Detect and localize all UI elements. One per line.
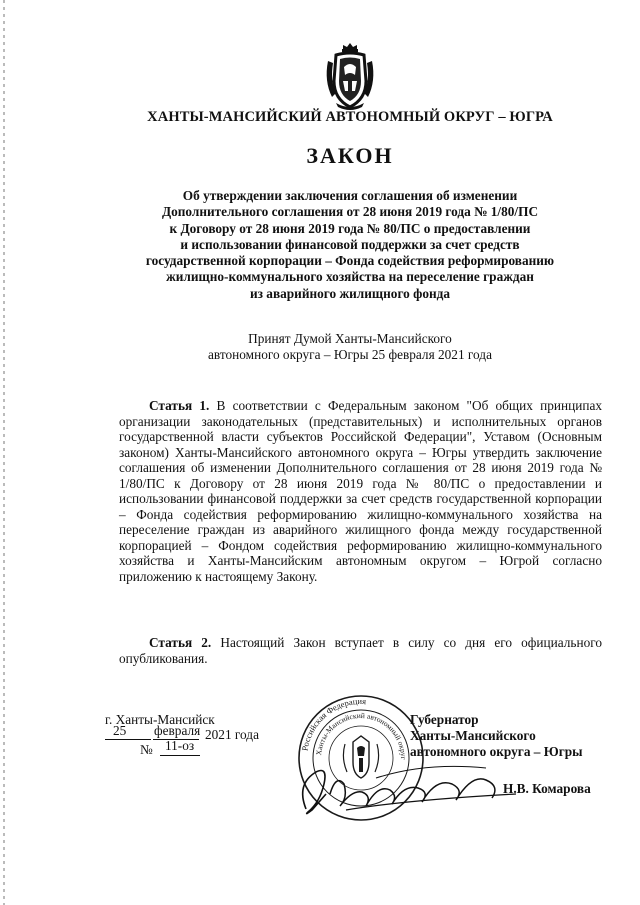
governor-line: Губернатор (410, 712, 479, 727)
adoption-note (0, 331, 640, 364)
article-2 (119, 635, 602, 666)
subject-line: государственной корпорации – Фонда содействия реформированию (145, 253, 555, 269)
article-2-text: Настоящий Закон вступает в силу со дня его официального опубликования. (119, 635, 602, 666)
date-month: февраля (154, 723, 201, 738)
governor-title (410, 712, 583, 760)
subject-line: жилищно-коммунального хозяйства на переселение граждан (166, 269, 534, 285)
adoption-line: Принят Думой Ханты-Мансийского (248, 331, 452, 346)
date-year: 2021 года (205, 727, 259, 742)
governor-line: Ханты-Мансийского (410, 728, 536, 743)
article-1 (119, 398, 602, 584)
article-1-label: Статья 1. (149, 398, 210, 413)
subject-line: из аварийного жилищного фонда (249, 285, 451, 301)
coat-of-arms-emblem-icon (322, 41, 378, 111)
scan-edge-marks (3, 0, 5, 905)
region-title: ХАНТЫ-МАНСИЙСКИЙ АВТОНОМНЫЙ ОКРУГ – ЮГРА (147, 109, 553, 125)
signing-place: г. Ханты-Мансийск (105, 712, 215, 727)
document-type: ЗАКОН (306, 143, 394, 168)
seal-inner-text: Ханты-Мансийский автономный округ (314, 710, 409, 760)
date-day-underline (105, 727, 151, 740)
subject-line: Об утверждении заключения соглашения об изменении (182, 188, 518, 203)
adoption-line: автономного округа – Югры 25 февраля 2021 года (208, 347, 492, 363)
date-day: 25 (113, 723, 127, 738)
article-1-text: В соответствии с Федеральным законом "Об общих принципах организации законодательных (представительных) и исполнительных органов государственной власти субъектов Российской Федерации", Уставом (Основным законом) Ханты-Мансийского автономного округа – Югры утвердить заключение соглашения об изменении Дополнительного соглашения от 28 июня 2019 года № 1/80/ПС к Договору от 28 июня 2019 года № 80/ПС о предоставлении и использовании финансовой поддержки за счет средств государственной корпорации – Фонда содействия реформированию жилищно-коммунального хозяйства на переселение граждан из аварийного жилищного фонда между государственной корпорацией – Фондом содействия реформированию жилищно-коммунального хозяйства и Ханты-Мансийским автономным округом – Югрой согласно приложению к настоящему Закону. (119, 398, 603, 584)
subject-line: и использовании финансовой поддержки за счет средств (180, 236, 520, 252)
handwritten-signature-icon (286, 754, 526, 824)
governor-line: автономного округа – Югры (410, 744, 583, 759)
number-value: 11-оз (165, 738, 195, 753)
article-2-label: Статья 2. (149, 635, 212, 650)
subject-line: к Договору от 28 июня 2019 года № 80/ПС о предоставлении (169, 220, 531, 236)
subject-line: Дополнительного соглашения от 28 июня 2019 года № 1/80/ПС (161, 204, 539, 220)
number-prefix: № (140, 742, 153, 757)
law-subject (0, 188, 640, 302)
signer-name: Н.В. Комарова (503, 781, 591, 796)
seal-outer-text: Российская Федерация (299, 695, 367, 752)
